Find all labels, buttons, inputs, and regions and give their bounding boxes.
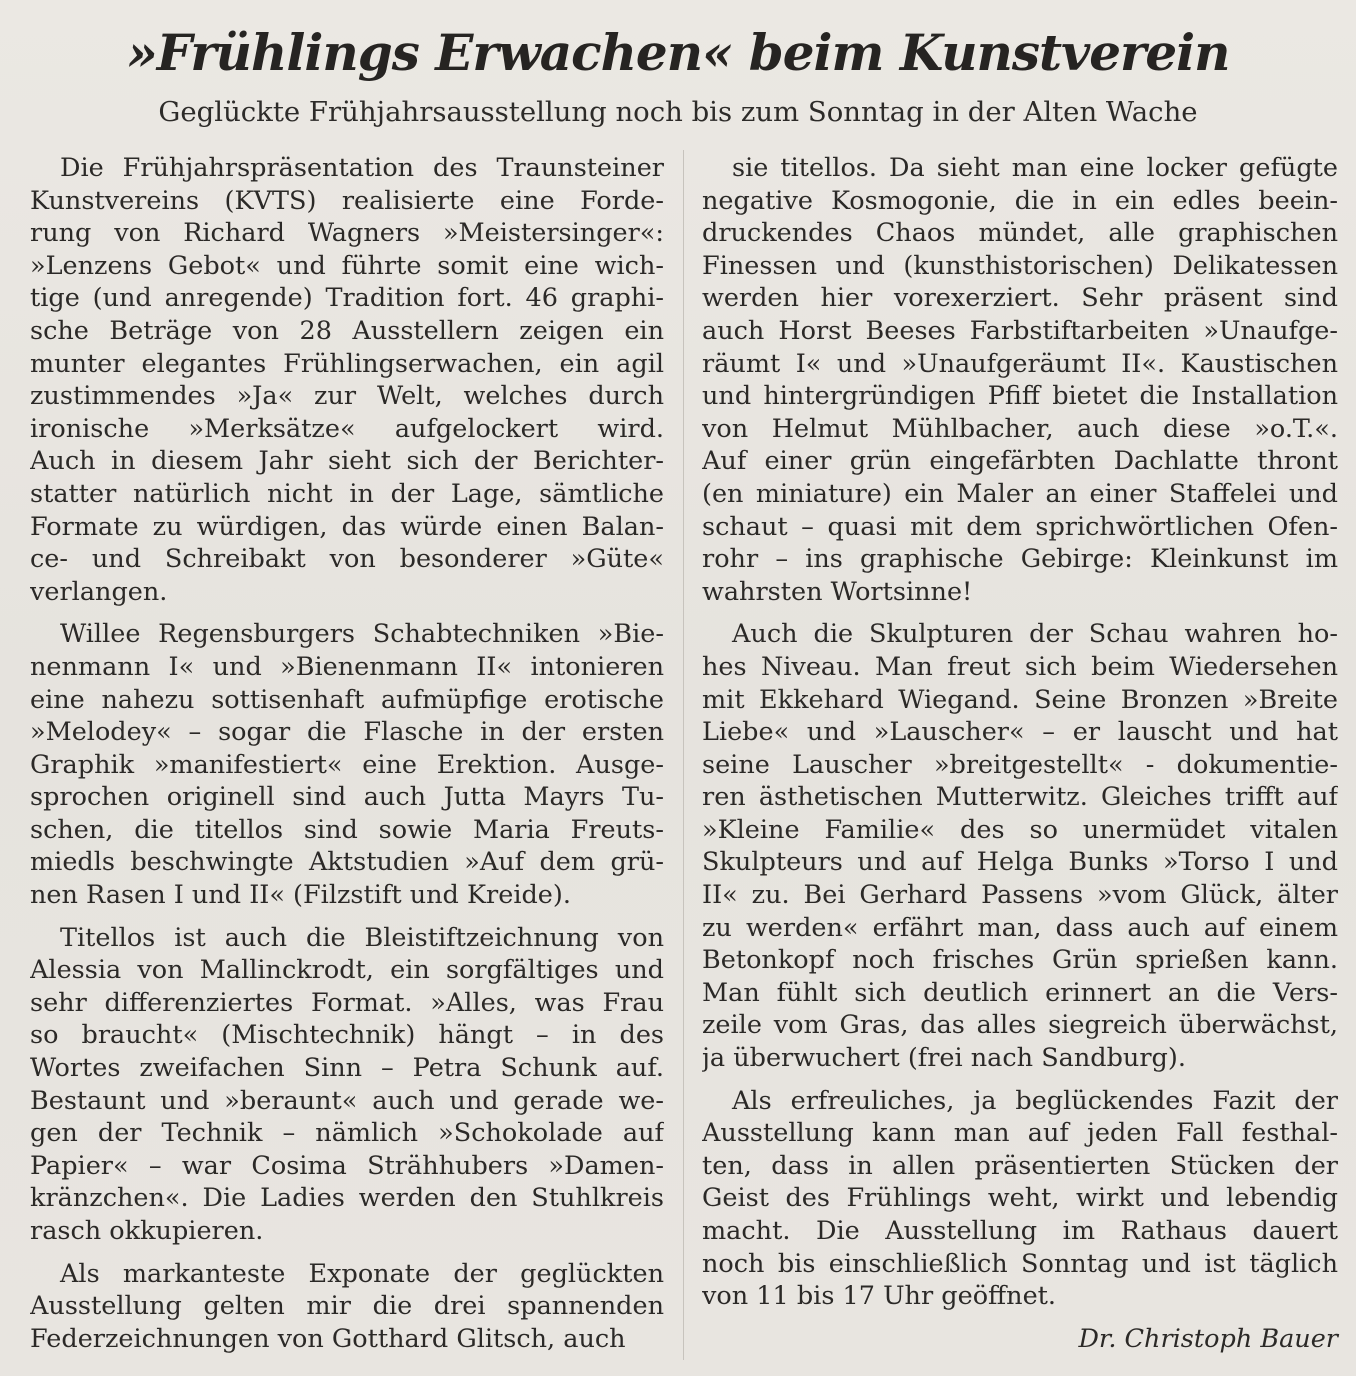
text-line: Die Frühjahrspräsentation des Traunsteiner [60,153,664,183]
text-line: und hintergründigen Pfiff bietet die Installation [702,381,1338,412]
paragraph [702,618,1338,1074]
text-line: zeile vom Gras, das alles siegreich überwächst, [702,1010,1338,1041]
text-line: rohr – ins graphische Gebirge: Kleinkunst im [702,544,1338,575]
text-line: räumt I« und »Unaufgeräumt II«. Kaustischen [702,348,1338,379]
text-line: Liebe« und »Lauscher« – er lauscht und hat [702,717,1338,748]
text-line: zustimmendes »Ja« zur Welt, welches durch [30,381,664,412]
text-line: nenmann I« und »Bienenmann II« intonieren [30,651,664,682]
text-line: »Lenzens Gebot« und führte somit eine wich- [30,250,664,281]
article-headline: »Frühlings Erwachen« beim Kunstverein [126,23,1230,82]
text-line: kränzchen«. Die Ladies werden den Stuhlkreis [30,1183,664,1214]
paragraph [30,152,664,608]
text-line: Als markanteste Exponate der geglückten [60,1258,664,1289]
text-line: macht. Die Ausstellung im Rathaus dauert [702,1216,1338,1246]
text-line: ce- und Schreibakt von besonderer »Güte« [30,544,664,575]
paragraph [30,922,664,1248]
text-line: Man fühlt sich deutlich erinnert an die Vers- [702,977,1338,1008]
text-line: verlangen. [30,576,168,607]
text-line: Auch in diesem Jahr sieht sich der Berichter- [30,446,664,477]
article-author: Dr. Christoph Bauer [1078,1323,1338,1354]
text-line: mit Ekkehard Wiegand. Seine Bronzen »Breite [702,684,1338,715]
paragraph [30,1258,664,1356]
text-line: zu werden« erfährt man, dass auch auf einem [702,912,1338,943]
text-line: nen Rasen I und II« (Filzstift und Kreide). [30,880,571,911]
text-line: Formate zu würdigen, das würde einen Balan- [30,511,664,542]
text-line: (en miniature) ein Maler an einer Staffelei und [702,478,1338,509]
text-line: Geist des Frühlings weht, wirkt und lebendig [702,1183,1338,1214]
text-line: gen der Technik – nämlich »Schokolade auf [30,1118,664,1149]
text-line: Skulpteurs und auf Helga Bunks »Torso I und [702,847,1338,878]
text-line: sie titellos. Da sieht man eine locker gefügte [732,153,1338,183]
text-line: wahrsten Wortsinne! [702,576,973,607]
text-line: statter natürlich nicht in der Lage, sämtliche [30,478,664,509]
right-column [702,152,1338,1355]
text-line: Federzeichnungen von Gotthard Glitsch, auch [30,1323,626,1354]
text-line: Wortes zweifachen Sinn – Petra Schunk auf. [30,1053,664,1084]
text-line: tige (und anregende) Tradition fort. 46 graphi- [30,283,664,314]
text-line: sprochen originell sind auch Jutta Mayrs Tu- [30,782,664,813]
text-line: schaut – quasi mit dem sprichwörtlichen Ofen- [702,511,1338,542]
text-line: Alessia von Mallinckrodt, ein sorgfältiges und [30,955,664,986]
text-line: Bestaunt und »beraunt« auch und gerade we- [30,1085,664,1116]
text-line: werden hier vorexerziert. Sehr präsent sind [702,283,1338,314]
text-line: eine nahezu sottisenhaft aufmüpfige erotische [30,684,664,715]
text-line: Kunstvereins (KVTS) realisierte eine Forde- [30,185,664,216]
text-line: Finessen und (kunsthistorischen) Delikatessen [702,250,1338,281]
text-line: rung von Richard Wagners »Meistersinger«: [30,218,664,249]
text-line: Auf einer grün eingefärbten Dachlatte thront [702,446,1338,477]
text-line: negative Kosmogonie, die in ein edles beein- [702,185,1338,216]
text-line: ren ästhetischen Mutterwitz. Gleiches trifft auf [702,782,1338,813]
paragraph [30,618,664,911]
text-line: Auch die Skulpturen der Schau wahren ho- [732,619,1338,650]
text-line: von 11 bis 17 Uhr geöffnet. [702,1281,1057,1312]
text-line: Betonkopf noch frisches Grün sprießen kann. [702,945,1338,976]
text-line: ten, dass in allen präsentierten Stücken der [702,1150,1338,1181]
text-line: noch bis einschließlich Sonntag und ist täglich [702,1248,1338,1279]
text-line: rasch okkupieren. [30,1216,264,1246]
column-divider [683,150,684,1360]
text-line: Papier« – war Cosima Strähhubers »Damen- [30,1150,664,1181]
text-line: schen, die titellos sind sowie Maria Freuts- [30,814,664,845]
paragraph [702,1085,1338,1313]
text-line: Ausstellung kann man auf jeden Fall festhal- [702,1118,1338,1149]
text-line: sche Beträge von 28 Ausstellern zeigen ein [30,315,664,346]
text-line: von Helmut Mühlbacher, auch diese »o.T.«. [702,413,1338,444]
text-line: ja überwuchert (frei nach Sandburg). [702,1043,1186,1074]
text-line: Titellos ist auch die Bleistiftzeichnung von [60,922,664,953]
text-line: Willee Regensburgers Schabtechniken »Bie- [60,619,664,650]
text-line: Graphik »manifestiert« eine Erektion. Ausge- [30,749,664,780]
text-line: II« zu. Bei Gerhard Passens »vom Glück, älter [702,880,1338,911]
text-line: seine Lauscher »breitgestellt« - dokumentie- [702,749,1338,780]
text-line: »Melodey« – sogar die Flasche in der ersten [30,717,664,748]
text-line: Als erfreuliches, ja beglückendes Fazit der [732,1085,1338,1116]
text-line: sehr differenziertes Format. »Alles, was Frau [30,987,664,1018]
text-line: miedls beschwingte Aktstudien »Auf dem grü- [30,847,664,878]
text-line: druckendes Chaos mündet, alle graphischen [702,218,1338,249]
text-line: hes Niveau. Man freut sich beim Wiedersehen [702,651,1338,682]
text-line: »Kleine Familie« des so unermüdet vitalen [702,814,1338,845]
text-line: so braucht« (Mischtechnik) hängt – in des [30,1020,664,1051]
text-line: auch Horst Beeses Farbstiftarbeiten »Unaufge- [702,315,1338,346]
article-subheadline: Geglückte Frühjahrsausstellung noch bis zum Sonntag in der Alten Wache [158,96,1198,128]
text-line: munter elegantes Frühlingserwachen, ein agil [30,348,664,379]
text-line: ironische »Merksätze« aufgelockert wird. [30,413,664,444]
left-column [30,152,664,1365]
text-line: Ausstellung gelten mir die drei spannenden [30,1291,664,1322]
paragraph [702,152,1338,608]
